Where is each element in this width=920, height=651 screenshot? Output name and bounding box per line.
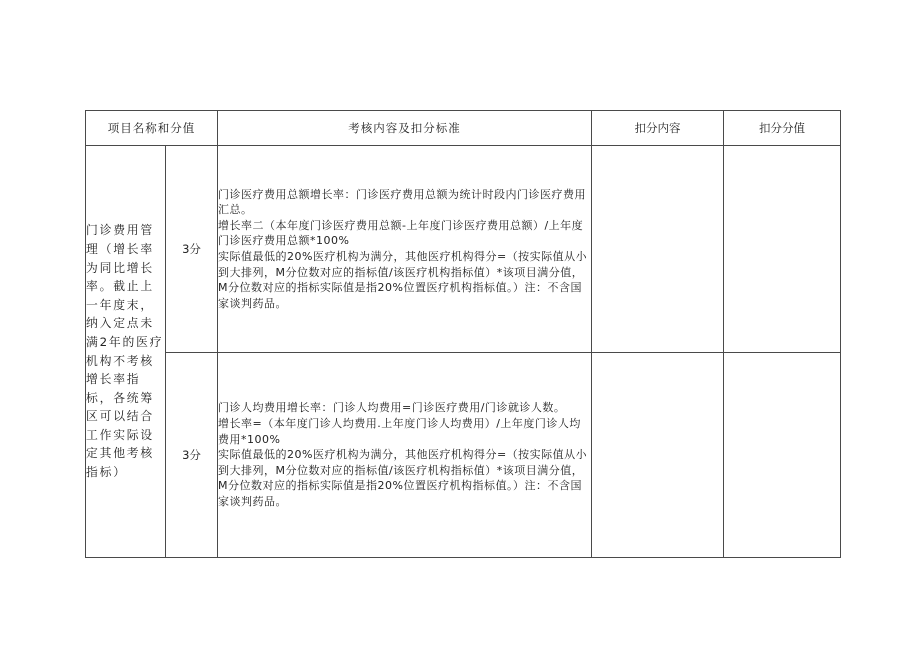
deduction-content-cell [592,353,724,558]
criteria-line: 增长率二（本年度门诊医疗费用总额-上年度门诊医疗费用总额）/上年度门诊医疗费用总额*100% [218,218,584,248]
header-criteria: 考核内容及扣分标准 [218,111,592,146]
criteria-cell [218,353,592,558]
deduction-score-cell [724,353,841,558]
criteria-line: 实际值最低的20%医疗机构为满分，其他医疗机构得分=（按实际值从小到大排列，M分位数对应的指标值/该医疗机构指标值）*该项目满分值，M分位数对应的指标实际值是指20%位置医疗机构指标值。）注：不含国家谈判药品。 [218,448,588,508]
deduction-content-cell [592,146,724,353]
criteria-line: 实际值最低的20%医疗机构为满分，其他医疗机构得分=（按实际值从小到大排列，M分位数对应的指标值/该医疗机构指标值）*该项目满分值，M分位数对应的指标实际值是指20%位置医疗机构指标值。）注：不含国家谈判药品。 [218,250,588,310]
header-item-name-and-score: 项目名称和分值 [86,111,218,146]
table-row [86,353,841,558]
criteria-line: 增长率=（本年度门诊人均费用.上年度门诊人均费用）/上年度门诊人均费用*100% [218,417,581,446]
deduction-score-cell [724,146,841,353]
assessment-table [85,110,841,558]
criteria-line: 门诊人均费用增长率：门诊人均费用=门诊医疗费用/门诊就诊人数。 [218,401,566,415]
item-name-cell: 门诊费用管理（增长率为同比增长率。截止上一年度末，纳入定点未满2年的医疗机构不考核增长率指标，各统筹区可以结合工作实际设定其他考核指标） [86,146,166,558]
score-cell: 3分 [166,353,218,558]
score-cell: 3分 [166,146,218,353]
header-deduction-content: 扣分内容 [592,111,724,146]
header-row [86,111,841,146]
criteria-line: 门诊医疗费用总额增长率：门诊医疗费用总额为统计时段内门诊医疗费用汇总。 [218,187,586,217]
table-row [86,146,841,353]
criteria-cell [218,146,592,353]
header-deduction-score: 扣分分值 [724,111,841,146]
